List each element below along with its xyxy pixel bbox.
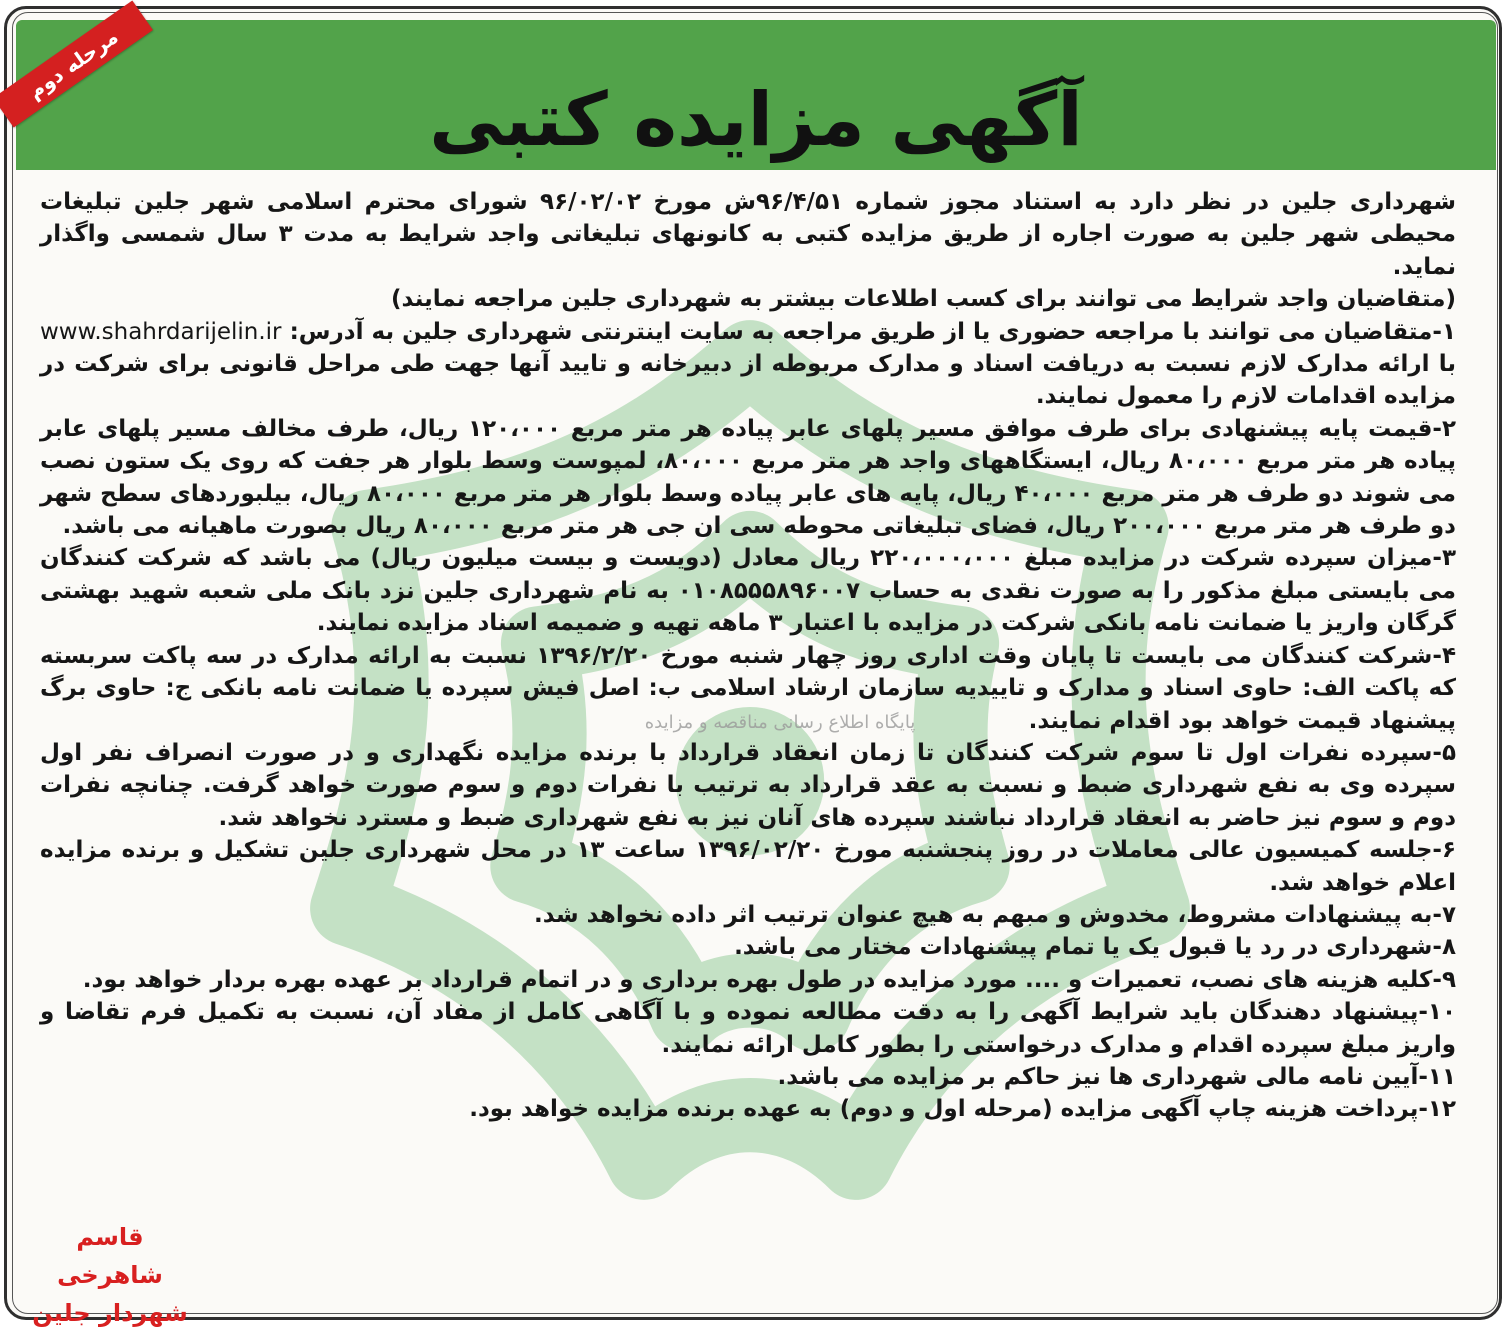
clause-7: ۷-به پیشنهادات مشروط، مخدوش و مبهم به هیچ عنوان ترتیب اثر داده نخواهد شد.	[534, 901, 1456, 928]
clause-12: ۱۲-پرداخت هزینه چاپ آگهی مزایده (مرحله اول و دوم) به عهده برنده مزایده خواهد بود.	[469, 1096, 1456, 1123]
website-link[interactable]: www.shahrdarijelin.ir	[40, 318, 282, 345]
clause-8: ۸-شهرداری در رد یا قبول یک یا تمام پیشنهادات مختار می باشد.	[734, 934, 1456, 961]
clause-11: ۱۱-آیین نامه مالی شهرداری ها نیز حاکم بر مزایده می باشد.	[777, 1063, 1456, 1090]
clause-4: ۴-شرکت کنندگان می بایست تا پایان وقت اداری روز چهار شنبه مورخ ۱۳۹۶/۲/۲۰ نسبت به ارائه مدارک در سه پاکت سربسته که پاکت الف: حاوی اسناد و مدارک و تاییدیه سازمان ارشاد اسلامی ب: اصل فیش سپرده یا ضمانت نامه بانکی ج: حاوی برگ پیشنهاد قیمت خواهد بود اقدام نمایند.	[40, 642, 1456, 734]
ad-title: آگهی مزایده کتبی	[429, 77, 1083, 163]
clause-10: ۱۰-پیشنهاد دهندگان باید شرایط آگهی را به دقت مطالعه نموده و با آگاهی کامل از مفاد آن، نسبت به تکمیل فرم تقاضا و واریز مبلغ سپرده اقدام و مدارک درخواستی را بطور کامل ارائه نمایند.	[40, 999, 1456, 1058]
clause-9: ۹-کلیه هزینه های نصب، تعمیرات و .... مورد مزایده در طول بهره برداری و در اتمام قرارداد بر عهده بهره بردار خواهد بود.	[82, 966, 1456, 993]
stage-badge: مرحله دوم	[0, 1, 153, 128]
clause-1	[40, 316, 1456, 413]
clause-2: ۲-قیمت پایه پیشنهادی برای طرف موافق مسیر پلهای عابر پیاده هر متر مربع ۱۲۰،۰۰۰ ریال، طرف مخالف مسیر پلهای عابر پیاده هر متر مربع ۸۰،۰۰۰ ریال، ایستگاههای واجد هر متر مربع ۸۰،۰۰۰، لمپوست وسط بلوار هر جفت که روی یک ستون نصب می شوند دو طرف هر متر مربع ۴۰،۰۰۰ ریال، پایه های عابر پیاده وسط بلوار هر متر مربع ۸۰،۰۰۰ ریال، بیلبوردهای سطح شهر دو طرف هر متر مربع ۲۰۰،۰۰۰ ریال، فضای تبلیغاتی محوطه سی ان جی هر متر مربع ۸۰،۰۰۰ ریال بصورت ماهیانه می باشد.	[40, 415, 1456, 540]
signatory-title: شهردار جلین	[32, 1299, 188, 1327]
clause-3: ۳-میزان سپرده شرکت در مزایده مبلغ ۲۲۰،۰۰۰،۰۰۰ ریال معادل (دویست و بیست میلیون ریال) می باشد که شرکت کنندگان می بایستی مبلغ مذکور را به صورت نقدی به حساب ۰۱۰۸۵۵۵۸۹۶۰۰۷ به نام شهرداری جلین نزد بانک ملی شعبه شهید بهشتی گرگان واریز یا ضمانت نامه بانکی شرکت در مزایده با اعتبار ۳ ماهه تهیه و ضمیمه اسناد مزایده نمایند.	[40, 545, 1457, 637]
clause-1-continued: با ارائه مدارک لازم نسبت به دریافت اسناد و مدارک مربوطه از دبیرخانه و تایید آنها جهت طی مراحل قانونی برای شرکت در مزایده اقدامات لازم را معمول نمایند.	[40, 351, 1456, 410]
title-banner	[16, 20, 1496, 170]
clause-1-text: ۱-متقاضیان می توانند با مراجعه حضوری یا از طریق مراجعه به سایت اینترنتی شهرداری جلین به آدرس:	[289, 318, 1456, 345]
signatory-name: قاسم شاهرخی	[57, 1223, 163, 1289]
ad-body	[40, 186, 1456, 1126]
intro-note: (متقاضیان واجد شرایط می توانند برای کسب اطلاعات بیشتر به شهرداری جلین مراجعه نمایند)	[390, 286, 1456, 313]
signature-block	[20, 1218, 200, 1328]
intro-paragraph: شهرداری جلین در نظر دارد به استناد مجوز شماره ۹۶/۴/۵۱ش مورخ ۹۶/۰۲/۰۲ شورای محترم اسلامی شهر جلین تبلیغات محیطی شهر جلین به صورت اجاره از طریق مزایده کتبی به کانونهای تبلیغاتی واجد شرایط به مدت ۳ سال شمسی واگذار نماید.	[40, 189, 1456, 280]
watermark-caption: پایگاه اطلاع رسانی مناقصه و مزایده	[644, 712, 916, 733]
clause-6: ۶-جلسه کمیسیون عالی معاملات در روز پنجشنبه مورخ ۱۳۹۶/۰۲/۲۰ ساعت ۱۳ در محل شهرداری جلین تشکیل و برنده مزایده اعلام خواهد شد.	[40, 837, 1456, 896]
clause-5: ۵-سپرده نفرات اول تا سوم شرکت کنندگان تا زمان انعقاد قرارداد با برنده مزایده نگهداری و در صورت انصراف نفر اول سپرده وی به نفع شهرداری ضبط و نسبت به عقد قرارداد به ترتیب با نفرات دوم و سوم صورت خواهد گرفت. چنانچه نفرات دوم و سوم نیز حاضر به انعقاد قرارداد نباشند سپرده های آنان نیز به نفع شهرداری ضبط و مسترد نخواهد شد.	[40, 739, 1456, 831]
